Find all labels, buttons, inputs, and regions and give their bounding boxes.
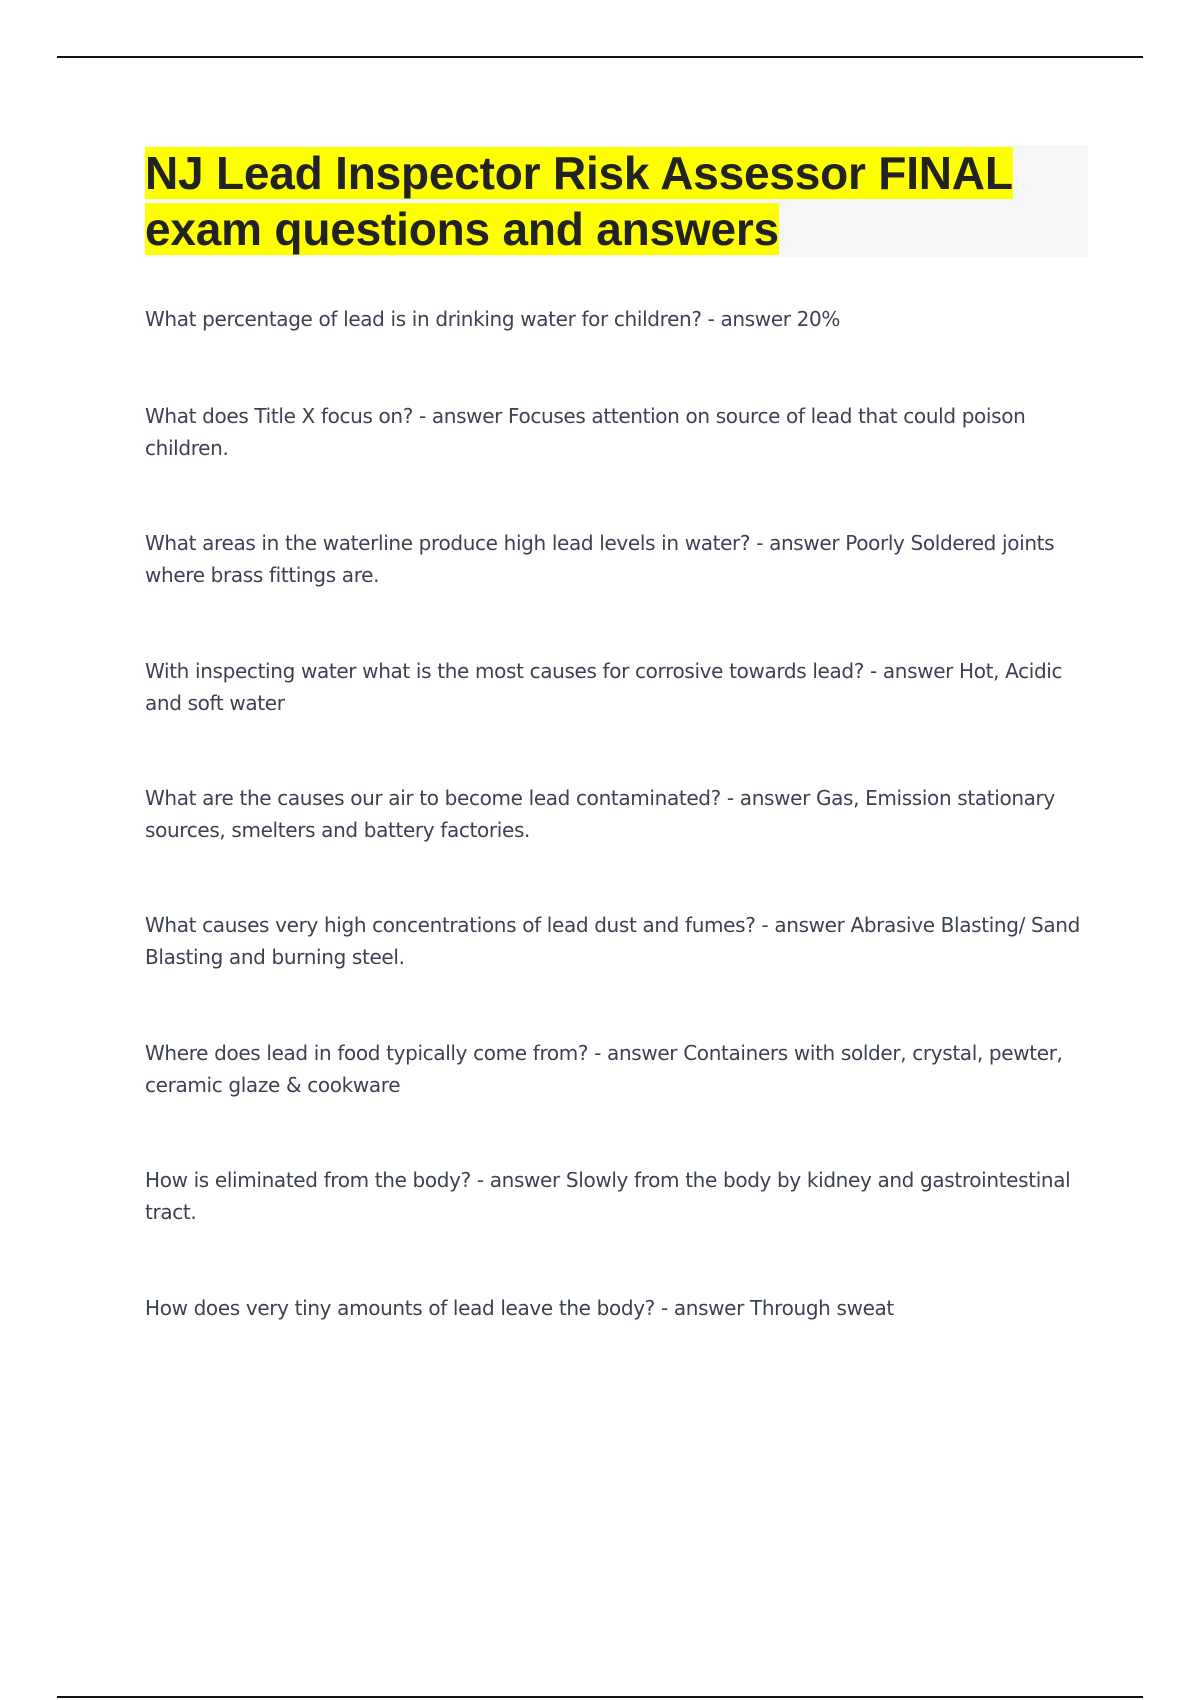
qa-item: What percentage of lead is in drinking water for children? - answer 20% [145,307,841,331]
qa-item: What are the causes our air to become lead contaminated? - answer Gas, Emission stationary sources, smelters and battery factories. [145,786,1055,842]
qa-item: What does Title X focus on? - answer Focuses attention on source of lead that could poison children. [145,404,1026,460]
top-rule [57,56,1143,58]
document-title [145,145,1088,257]
qa-item: How does very tiny amounts of lead leave the body? - answer Through sweat [145,1296,894,1320]
qa-item: With inspecting water what is the most causes for corrosive towards lead? - answer Hot, Acidic and soft water [145,659,1063,715]
qa-item: How is eliminated from the body? - answer Slowly from the body by kidney and gastrointestinal tract. [145,1168,1071,1224]
qa-item: What causes very high concentrations of lead dust and fumes? - answer Abrasive Blasting/ Sand Blasting and burning steel. [145,913,1080,969]
bottom-rule [57,1696,1143,1698]
qa-item: Where does lead in food typically come from? - answer Containers with solder, crystal, pewter, ceramic glaze & cookware [145,1041,1063,1097]
qa-list [145,303,1085,1324]
qa-item: What areas in the waterline produce high lead levels in water? - answer Poorly Soldered joints where brass fittings are. [145,531,1055,587]
document-title-highlight: NJ Lead Inspector Risk Assessor FINAL exam questions and answers [145,147,1013,255]
title-block [145,145,1088,257]
